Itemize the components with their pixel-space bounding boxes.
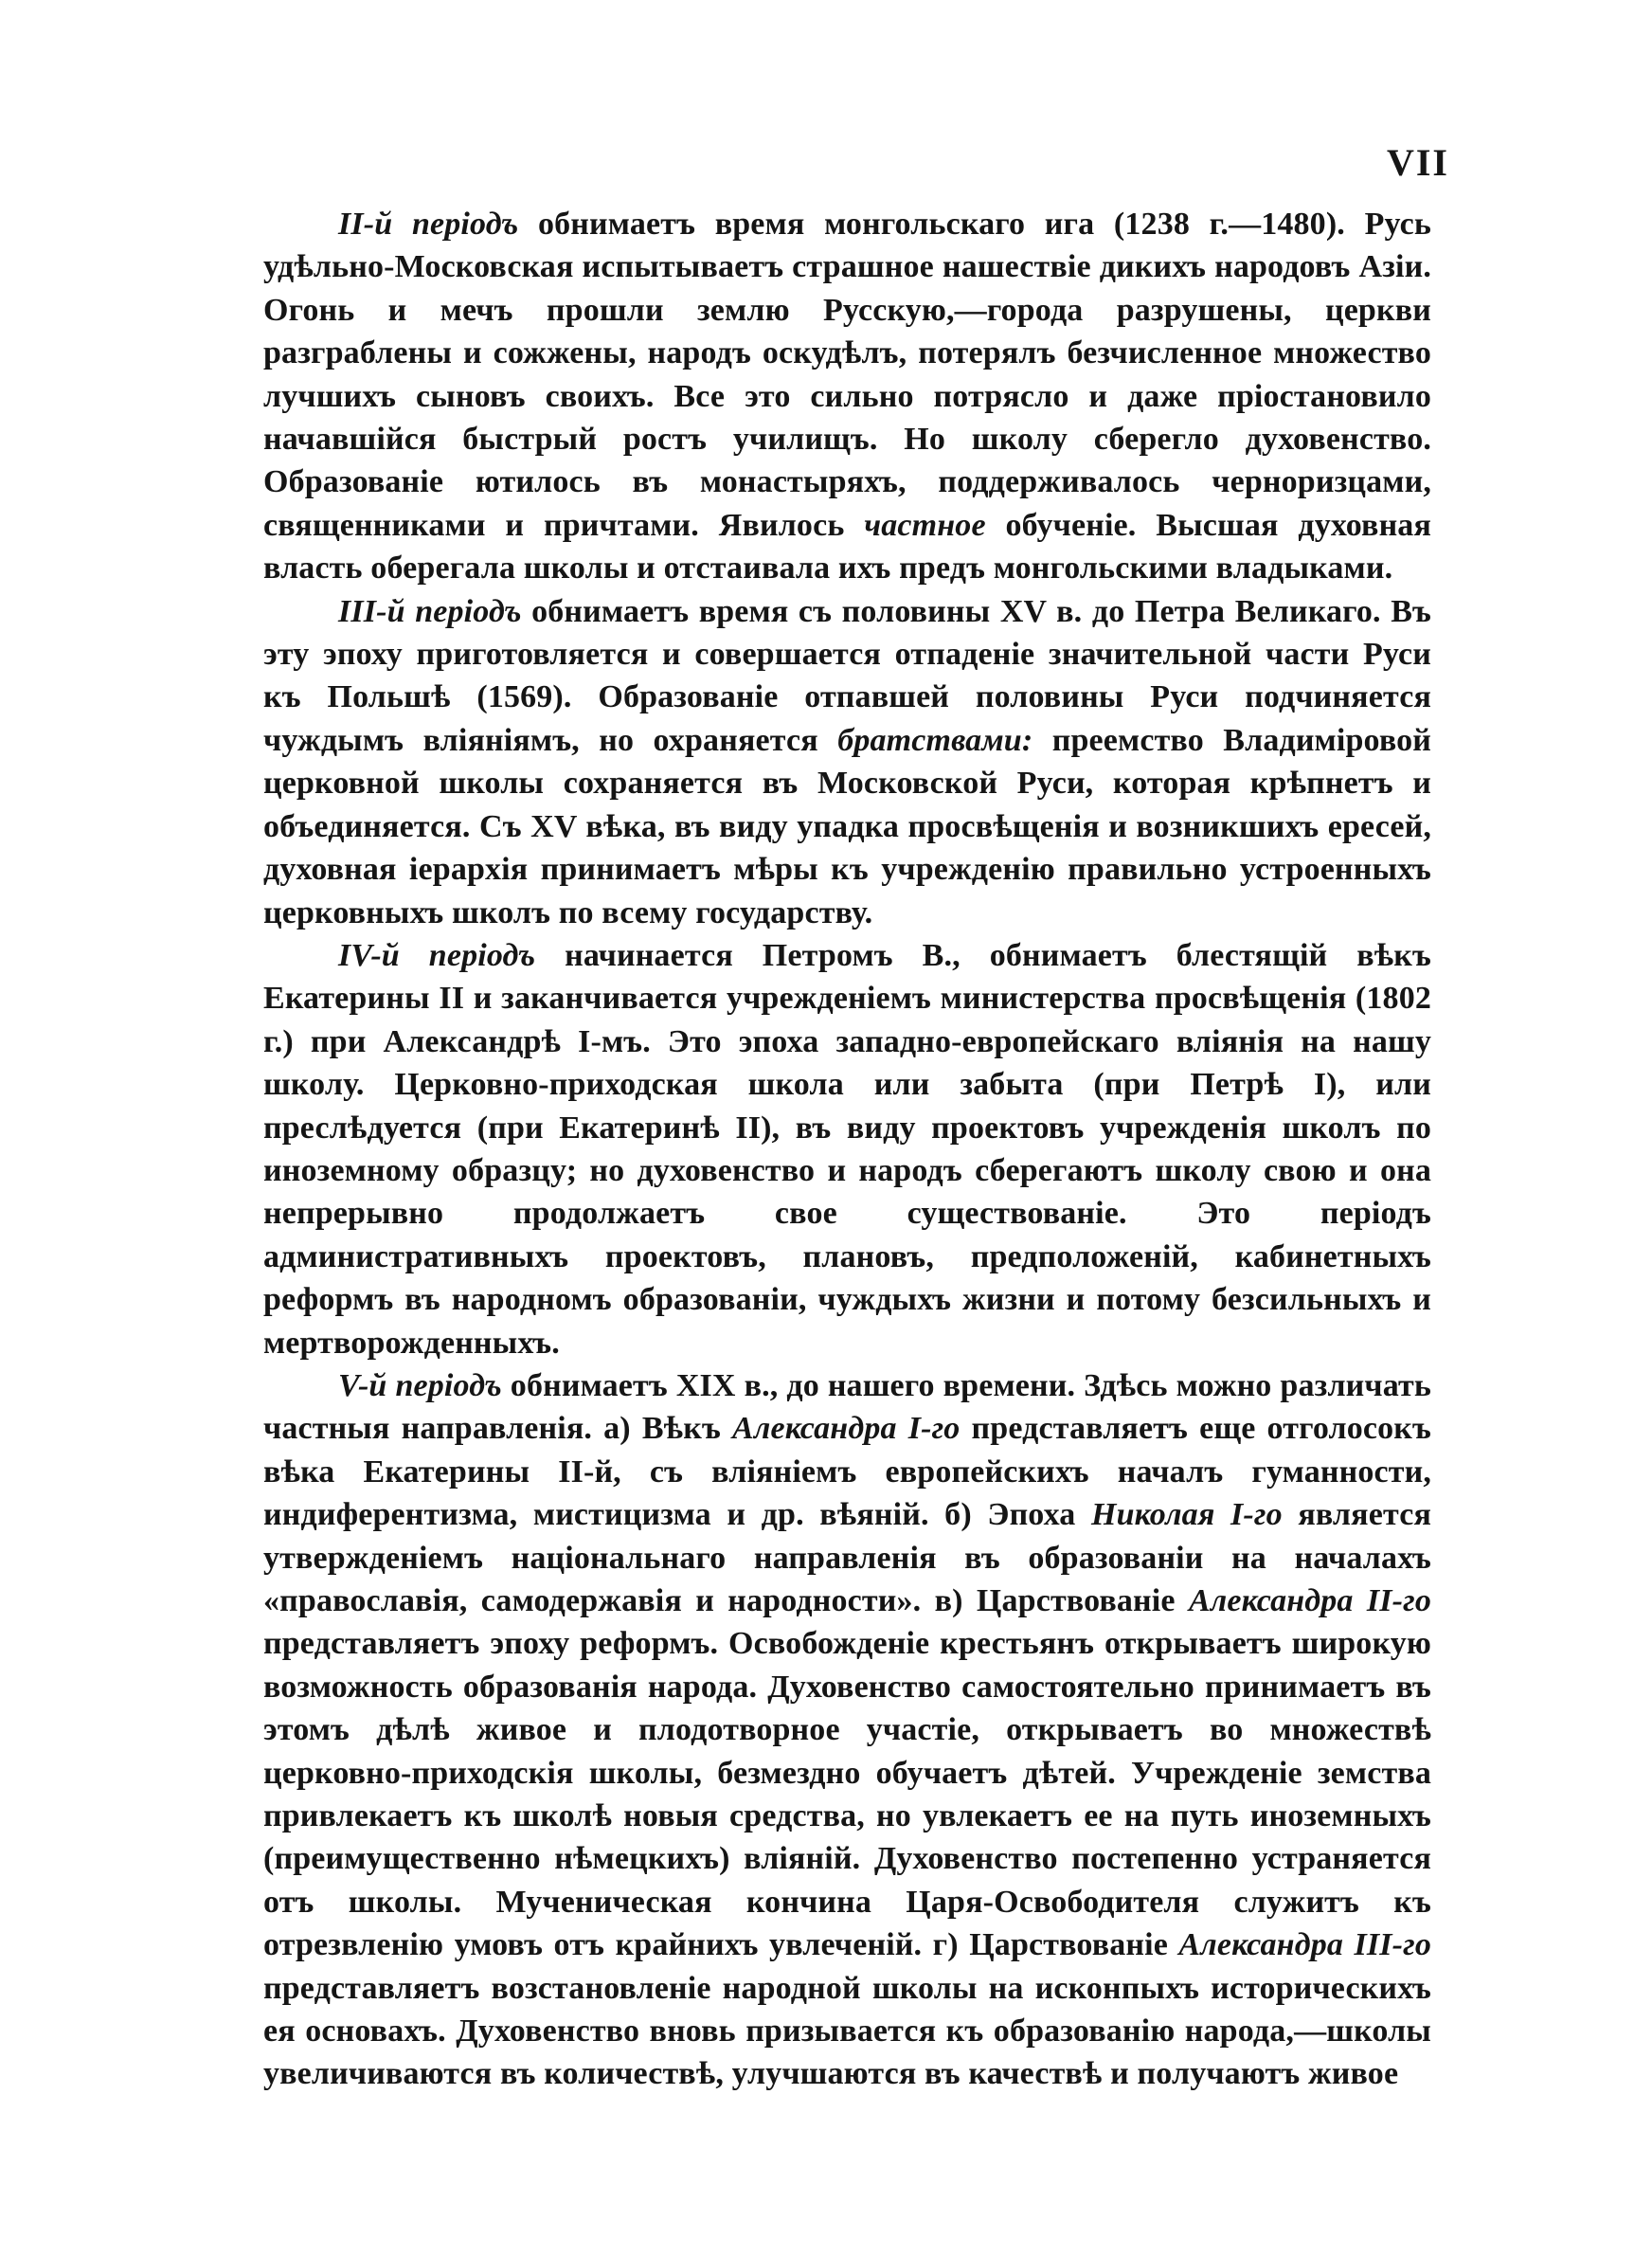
- period-label: V-й періодъ: [338, 1367, 502, 1403]
- paragraph-text: представляетъ еще отголосокъ вѣка Екатерины II-й, съ вліяніемъ европейскихъ началъ гуманности, индиферентизма, мистицизма и др. вѣяній. б) Эпоха: [263, 1411, 1431, 1533]
- emphasis-text: частное: [864, 507, 986, 543]
- paragraph-period-4: [263, 934, 1431, 1364]
- paragraph-period-2: [263, 203, 1431, 590]
- paragraph-text: представляетъ эпоху реформъ. Освобожденіе крестьянъ открываетъ широкую возможность образованія народа. Духовенство самостоятельно принимаетъ въ этомъ дѣлѣ живое и плодотворное участіе, открываетъ во множествѣ церковно-приходскія школы, безмездно обучаетъ дѣтей. Учрежденіе земства привлекаетъ къ школѣ новыя средства, но увлекаетъ ее на путь иноземныхъ (преимущественно нѣмецкихъ) вліяній. Духовенство постепенно устраняется отъ школы. Мученическая кончина Царя-Освободителя служитъ къ отрезвленію умовъ отъ крайнихъ увлеченій. г) Царствованіе: [263, 1626, 1431, 1963]
- emphasis-text: братствами:: [837, 722, 1033, 758]
- paragraph-text: обнимаетъ XIX в., до нашего времени. Здѣсь можно различать частныя направленія. а) Вѣкъ: [263, 1367, 1431, 1447]
- period-label: II-й періодъ: [338, 207, 519, 242]
- period-label: IV-й періодъ: [338, 937, 536, 973]
- emphasis-text: Александра II-го: [1188, 1583, 1431, 1618]
- body-text: [263, 203, 1431, 2096]
- paragraph-text: является утвержденіемъ національнаго направленія въ образованіи на началахъ «православія, самодержавія и народности». в) Царствованіе: [263, 1497, 1431, 1618]
- paragraph-text: начинается Петромъ В., обнимаетъ блестящій вѣкъ Екатерины II и заканчивается учрежденіемъ министерства просвѣщенія (1802 г.) при Александрѣ I-мъ. Это эпоха западно-европейскаго вліянія на нашу школу. Церковно-приходская школа или забыта (при Петрѣ I), или преслѣдуется (при Екатеринѣ II), въ виду проектовъ учрежденія школъ по иноземному образцу; но духовенство и народъ сберегаютъ школу свою и она непрерывно продолжаетъ свое существованіе. Это періодъ административныхъ проектовъ, плановъ, предположеній, кабинетныхъ реформъ въ народномъ образованіи, чуждыхъ жизни и потому безсильныхъ и мертворожденныхъ.: [263, 937, 1431, 1361]
- emphasis-text: Александра III-го: [1178, 1927, 1431, 1963]
- page-number: VII: [1386, 141, 1449, 184]
- paragraph-period-3: [263, 590, 1431, 934]
- paragraph-text: преемство Владиміровой церковной школы сохраняется въ Московской Руси, которая крѣпнетъ и объединяется. Съ XV вѣка, въ виду упадка просвѣщенія и возникшихъ ересей, духовная іерархія принимаетъ мѣры къ учрежденію правильно устроенныхъ церковныхъ школъ по всему государству.: [263, 722, 1431, 930]
- paragraph-text: представляетъ возстановленіе народной школы на исконпыхъ историческихъ ея основахъ. Духовенство вновь призывается къ образованію народа,—школы увеличиваются въ количествѣ, улучшаются въ качествѣ и получаютъ живое: [263, 1970, 1431, 2092]
- emphasis-text: Александра I-го: [732, 1411, 961, 1447]
- emphasis-text: Николая I-го: [1091, 1497, 1283, 1533]
- paragraph-text: обнимаетъ время монгольскаго ига (1238 г.—1480). Русь удѣльно-Московская испытываетъ страшное нашествіе дикихъ народовъ Азіи. Огонь и мечъ прошли землю Русскую,—города разрушены, церкви разграблены и сожжены, народъ оскудѣлъ, потерялъ безчисленное множество лучшихъ сыновъ своихъ. Все это сильно потрясло и даже пріостановило начавшійся быстрый ростъ училищъ. Но школу сберегло духовенство. Образованіе ютилось въ монастыряхъ, поддерживалось черноризцами, священниками и причтами. Явилось: [263, 207, 1431, 543]
- period-label: III-й періодъ: [338, 593, 522, 629]
- paragraph-text: обнимаетъ время съ половины XV в. до Петра Великаго. Въ эту эпоху приготовляется и совершается отпаденіе значительной части Руси къ Польшѣ (1569). Образованіе отпавшей половины Руси подчиняется чуждымъ вліяніямъ, но охраняется: [263, 593, 1431, 758]
- paragraph-text: обученіе. Высшая духовная власть оберегала школы и отстаивала ихъ предъ монгольскими владыками.: [263, 507, 1431, 587]
- paragraph-period-5: [263, 1364, 1431, 2096]
